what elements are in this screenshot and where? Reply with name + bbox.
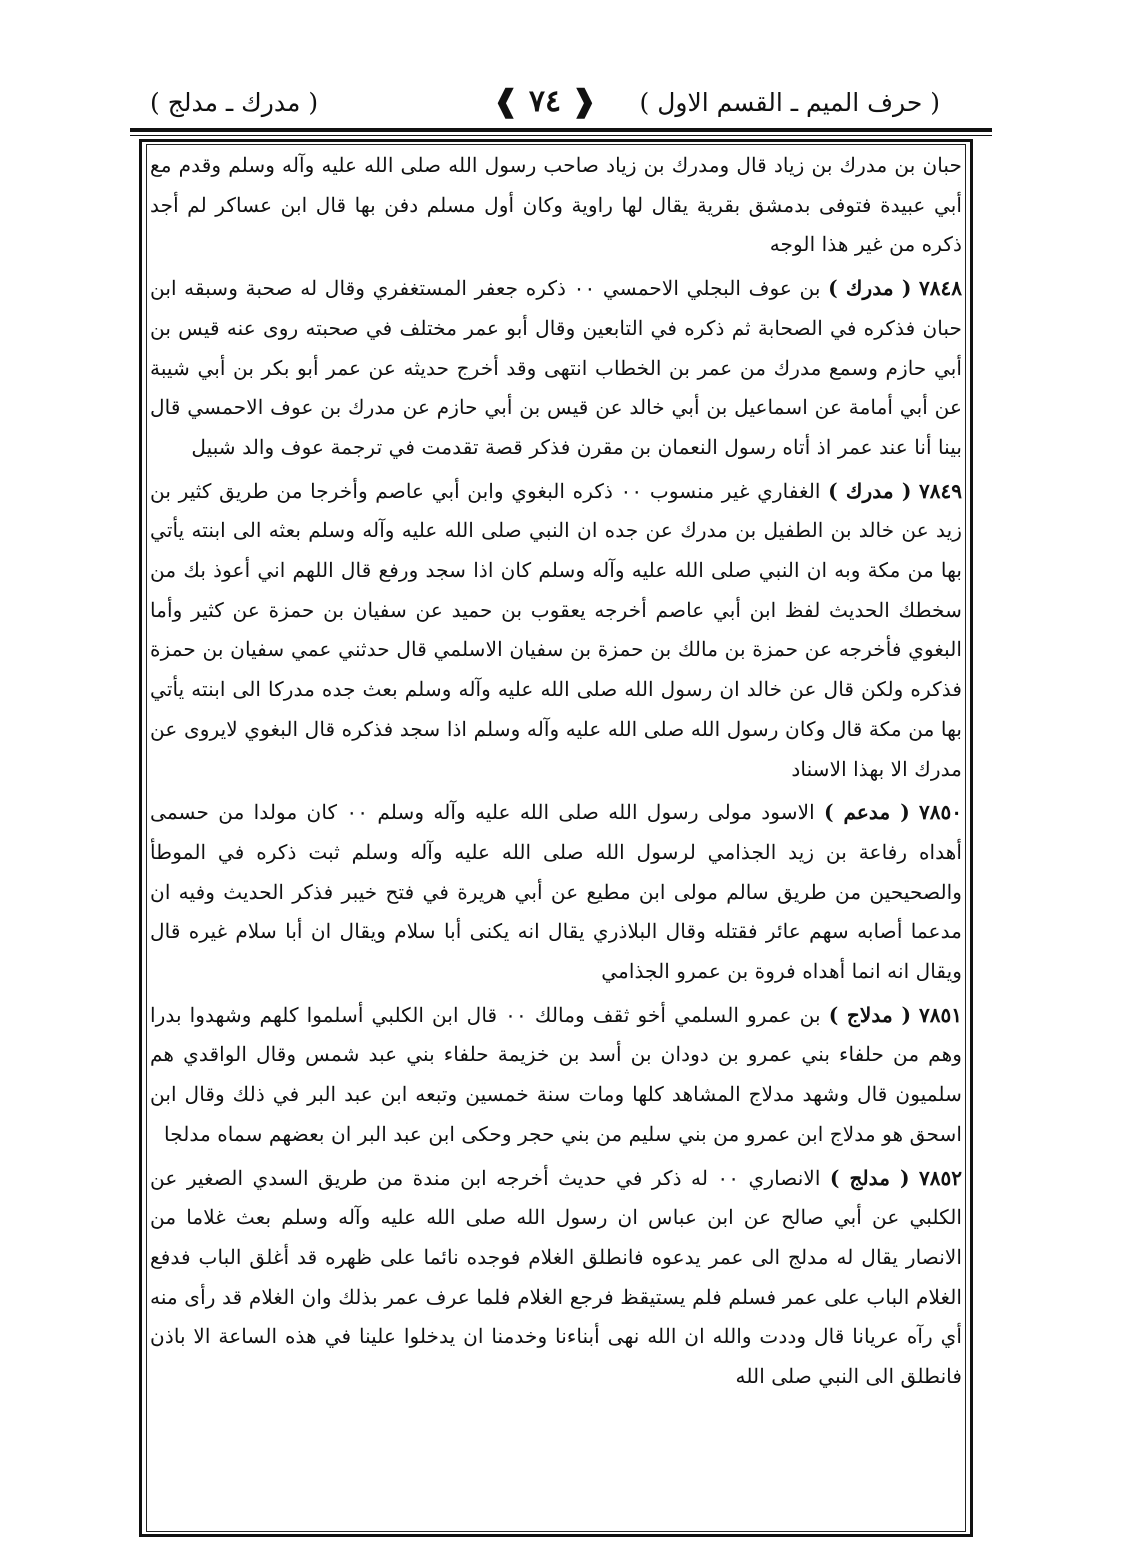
header-rule-thin <box>130 135 992 136</box>
header-rule-thick <box>130 128 992 132</box>
entry-7852 <box>150 1159 962 1397</box>
entry-7848 <box>150 269 962 468</box>
entry-number: ٧٨٤٩ <box>919 478 962 503</box>
entry-number: ٧٨٤٨ <box>919 276 962 301</box>
entry-7849 <box>150 472 962 790</box>
entry-name: ( مدعم ) <box>824 800 910 825</box>
page-body <box>150 146 962 1530</box>
entry-text: حبان بن مدرك بن زياد قال ومدرك بن زياد صاحب رسول الله صلى الله عليه وآله وسلم وقدم مع أبي عبيدة فتوفى بدمشق بقرية يقال لها راوية وكان أول مسلم دفن بها قال ابن عساكر لم أجد ذكره من غير هذا الوجه <box>150 153 962 257</box>
entry-name: ( مدلاج ) <box>828 1002 912 1027</box>
entry-name: ( مدلج ) <box>829 1165 910 1190</box>
entry-number: ٧٨٥١ <box>919 1002 962 1027</box>
page-header <box>150 84 940 128</box>
entry-text: الاسود مولى رسول الله صلى الله عليه وآله وسلم ٠٠ كان مولدا من حسمى أهداه رفاعة بن زيد الجذامي لرسول الله صلى الله عليه وآله وسلم ثبت ذكره في الموطأ والصحيحين من طريق سالم مولى ابن مطيع عن أبي هريرة في فتح خيبر فذكر الحديث وفيه ان مدعما أصابه سهم عائر فقتله وقال البلاذري يقال انه يكنى أبا سلام ويقال ان أبا سلام غيره قال ويقال انه انما أهداه فروة بن عمرو الجذامي <box>150 800 962 984</box>
page-number: ❰ ٧٤ ❱ <box>493 84 597 119</box>
entry-name: ( مدرك ) <box>828 276 912 301</box>
entry-name: ( مدرك ) <box>828 478 912 503</box>
entry-7850 <box>150 793 962 992</box>
entry-text: الانصاري ٠٠ له ذكر في حديث أخرجه ابن مندة من طريق السدي الصغير عن الكلبي عن أبي صالح عن ابن عباس ان رسول الله صلى الله عليه وآله وسلم بعث غلاما من الانصار يقال له مدلج الى عمر يدعوه فانطلق الغلام فوجده نائما على ظهره قد أغلق الباب فدفع الغلام الباب على عمر فسلم فلم يستيقظ فرجع الغلام فلما عرف عمر بذلك وان الغلام قد رأى منه أي رآه عريانا قال وددت والله ان الله نهى أبناءنا وخدمنا ان يدخلوا علينا في هذه الساعة الا باذن فانطلق الى النبي صلى الله <box>150 1165 962 1389</box>
entry-number: ٧٨٥٢ <box>919 1165 962 1190</box>
entry-continuation <box>150 146 962 265</box>
chapter-title: ( حرف الميم ـ القسم الاول ) <box>639 88 940 117</box>
entry-7851 <box>150 996 962 1155</box>
entry-text: الغفاري غير منسوب ٠٠ ذكره البغوي وابن أبي عاصم وأخرجا من طريق كثير بن زيد عن خالد بن الطفيل بن مدرك عن جده ان النبي صلى الله عليه وآله وسلم بعثه الى ابنته يأتي بها من مكة وبه ان النبي صلى الله عليه وآله وسلم كان اذا سجد ورفع قال اللهم اني أعوذ بك من سخطك الحديث لفظ ابن أبي عاصم أخرجه يعقوب بن حميد عن سفيان بن حمزة عن كثير وأما البغوي فأخرجه عن حمزة بن مالك بن حمزة بن سفيان الاسلمي قال حدثني عمي سفيان بن حمزة فذكره ولكن قال عن خالد ان رسول الله صلى الله عليه وآله وسلم بعث جده مدركا الى ابنته يأتي بها من مكة قال وكان رسول الله صلى الله عليه وآله وسلم اذا سجد فذكره قال البغوي لايروى عن مدرك الا بهذا الاسناد <box>150 478 962 781</box>
entry-text: بن عوف البجلي الاحمسي ٠٠ ذكره جعفر المستغفري وقال له صحبة وسبقه ابن حبان فذكره في الصحابة ثم ذكره في التابعين وقال أبو عمر مختلف في صحبته روى عنه قيس بن أبي حازم وسمع مدرك من عمر بن الخطاب انتهى وقد أخرج حديثه عن عمر أبو بكر بن أبي شيبة عن أبي أمامة عن اسماعيل بن أبي خالد عن قيس بن أبي حازم عن مدرك بن عوف الاحمسي قال بينا أنا عند عمر اذ أتاه رسول النعمان بن مقرن فذكر قصة تقدمت في ترجمة عوف والد شبيل <box>150 276 962 459</box>
entry-range-title: ( مدرك ـ مدلج ) <box>150 88 319 117</box>
entry-number: ٧٨٥٠ <box>919 800 962 825</box>
entry-text: بن عمرو السلمي أخو ثقف ومالك ٠٠ قال ابن الكلبي أسلموا كلهم وشهدوا بدرا وهم من حلفاء بني عمرو بن دودان بن أسد بن خزيمة حلفاء بني عبد شمس وقال الواقدي هم سلميون قال وشهد مدلاج المشاهد كلها ومات سنة خمسين وتبعه ابن عبد البر في ذلك وقال ابن اسحق هو مدلاج ابن عمرو من بني سليم من بني حجر وحكى ابن عبد البر ان بعضهم سماه مدلجا <box>150 1002 962 1146</box>
